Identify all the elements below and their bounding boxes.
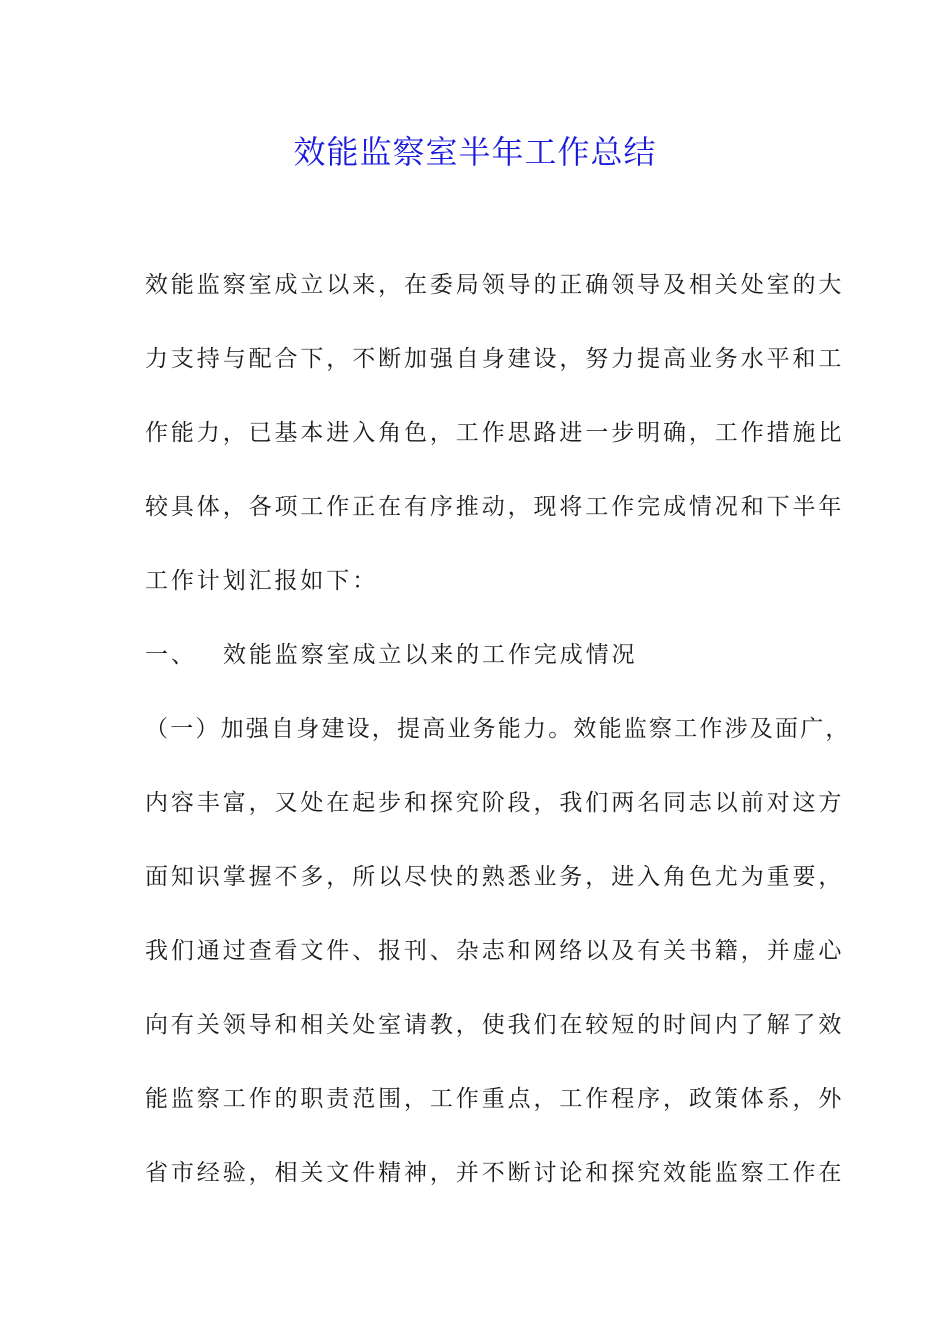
body-line: 我们通过查看文件、报刊、杂志和网络以及有关书籍，并虚心: [145, 938, 845, 964]
section-heading: 一、 效能监察室成立以来的工作完成情况: [145, 642, 638, 668]
body-line: 作能力，已基本进入角色，工作思路进一步明确，工作措施比: [145, 420, 845, 446]
body-line: 较具体，各项工作正在有序推动，现将工作完成情况和下半年: [145, 494, 845, 520]
body-line: 效能监察室成立以来，在委局领导的正确领导及相关处室的大: [145, 272, 845, 298]
document-title: 效能监察室半年工作总结: [293, 133, 657, 171]
body-line: 力支持与配合下，不断加强自身建设，努力提高业务水平和工: [145, 346, 845, 372]
body-line: 面知识掌握不多，所以尽快的熟悉业务，进入角色尤为重要，: [145, 864, 845, 890]
body-line: 能监察工作的职责范围，工作重点，工作程序，政策体系，外: [145, 1086, 845, 1112]
body-line: 工作计划汇报如下：: [145, 568, 379, 594]
body-line: 省市经验，相关文件精神，并不断讨论和探究效能监察工作在: [145, 1160, 845, 1186]
document-body: [145, 262, 851, 1224]
body-line: 向有关领导和相关处室请教，使我们在较短的时间内了解了效: [145, 1012, 845, 1038]
body-line: （一）加强自身建设，提高业务能力。效能监察工作涉及面广，: [145, 716, 851, 742]
body-line: 内容丰富，又处在起步和探究阶段，我们两名同志以前对这方: [145, 790, 845, 816]
